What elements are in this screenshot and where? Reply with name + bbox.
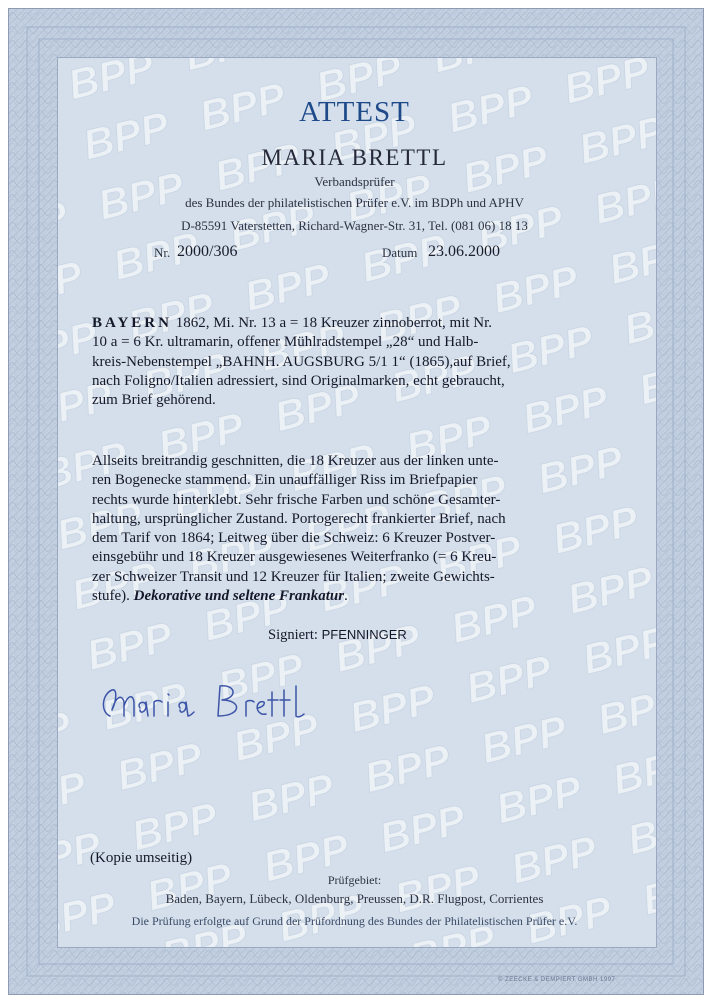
paragraph-line: einsgebühr und 18 Kreuzer ausgewiesenes Weiterfranko (= 6 Kreu- [92,549,497,566]
examiner-name: MARIA BRETTL [261,145,448,170]
paragraph-line: zer Schweizer Transit und 12 Kreuzer für Italien; zweite Gewichts- [92,568,495,585]
date-label: Datum [382,245,418,260]
copy-note: (Kopie umseitig) [90,850,193,866]
signed-line [268,627,407,644]
reference-number-value: 2000/306 [177,243,238,260]
signed-label: Signiert: [268,627,322,643]
address-line: D-85591 Vaterstetten, Richard-Wagner-Str. 31, Tel. (081 06) 18 13 [181,218,528,233]
condition-paragraph [92,452,617,606]
paragraph-line [92,587,617,606]
paragraph-line: haltung, ursprünglicher Zustand. Portogerecht frankierter Brief, nach [92,510,506,527]
paragraph-text: stufe). [92,588,134,605]
paragraph-line: Allseits breitrandig geschnitten, die 18 Kreuzer aus der linken unte- [92,453,499,469]
examination-fields-list: Baden, Bayern, Lübeck, Oldenburg, Preussen, D.R. Flugpost, Corrientes [165,891,544,906]
stamp-description-paragraph [92,314,617,410]
paragraph-line: nach Foligno/Italien adressiert, sind Originalmarken, echt gebraucht, [92,372,505,389]
paragraph-line: dem Tarif von 1864; Leitweg über die Schweiz: 6 Kreuzer Postver- [92,530,496,547]
date-value: 23.06.2000 [428,243,500,260]
country-name: BAYERN [92,315,172,331]
paragraph-line: kreis-Nebenstempel „BAHNH. AUGSBURG 5/1 1“ (1865),auf Brief, [92,353,511,370]
paragraph-line: 10 a = 6 Kr. ultramarin, offener Mühlradstempel „28“ und Halb- [92,334,479,351]
printer-mark: © ZEECKE & DEMPIERT GMBH 1997 [498,977,616,983]
handwritten-signature [96,672,336,732]
signed-value: PFENNINGER [321,627,407,642]
paragraph-line [92,314,617,333]
examiner-role: Verbandsprüfer [314,174,395,189]
paragraph-line: rechts wurde hinterklebt. Sehr frische Farben und schöne Gesamter- [92,491,501,508]
paragraph-line: zum Brief gehörend. [92,392,216,409]
paragraph-text: . [344,588,348,605]
examination-regulation-note: Die Prüfung erfolgte auf Grund der Prüfordnung des Bundes der Philatelistischen Prüfer e.V. [131,914,578,928]
paragraph-text: 1862, Mi. Nr. 13 a = 18 Kreuzer zinnoberrot, mit Nr. [171,315,493,331]
examination-fields-label: Prüfgebiet: [327,873,382,887]
reference-number-label: Nr. [154,245,171,260]
emphasized-verdict: Dekorative und seltene Frankatur [133,588,345,605]
association-line: des Bundes der philatelistischen Prüfer e.V. im BDPh und APHV [185,195,524,210]
certificate-title: ATTEST [299,96,410,128]
paragraph-line: ren Bogenecke stammend. Ein unauffälliger Riss im Briefpapier [92,472,478,489]
